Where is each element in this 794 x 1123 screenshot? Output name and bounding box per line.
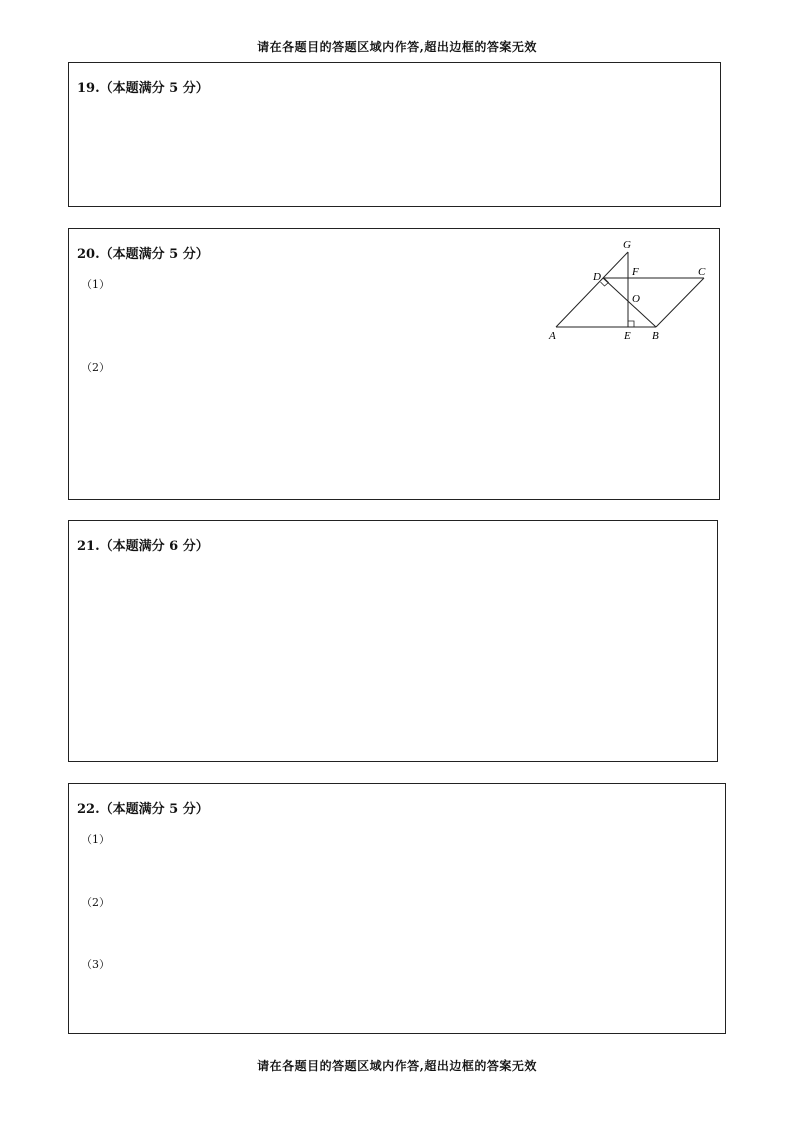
label-E: E <box>624 330 631 342</box>
label-A: A <box>549 330 556 342</box>
question-title-22: 22.（本题满分 5 分） <box>77 802 209 817</box>
segment-AG <box>556 252 628 327</box>
q20-part-2: （2） <box>81 361 110 374</box>
label-F: F <box>632 266 639 278</box>
q22-part-1: （1） <box>81 833 110 846</box>
answer-box-q21[interactable] <box>68 520 718 762</box>
question-title-19: 19.（本题满分 5 分） <box>77 81 209 96</box>
right-angle-mark-E <box>628 321 634 327</box>
answer-box-q20[interactable] <box>68 228 720 500</box>
q22-part-2: （2） <box>81 896 110 909</box>
question-title-21: 21.（本题满分 6 分） <box>77 539 209 554</box>
label-D: D <box>593 271 601 283</box>
answer-box-q22[interactable] <box>68 783 726 1034</box>
label-C: C <box>698 266 706 278</box>
segment-DB <box>603 278 656 327</box>
bottom-notice: 请在各题目的答题区域内作答,超出边框的答案无效 <box>257 1059 537 1073</box>
label-B: B <box>652 330 659 342</box>
answer-box-q19[interactable] <box>68 62 721 207</box>
q20-part-1: （1） <box>81 278 110 291</box>
top-notice: 请在各题目的答题区域内作答,超出边框的答案无效 <box>257 40 537 54</box>
geometry-figure <box>541 235 716 345</box>
label-O: O <box>632 293 640 305</box>
q22-part-3: （3） <box>81 958 110 971</box>
segment-BC <box>656 278 704 327</box>
question-title-20: 20.（本题满分 5 分） <box>77 247 209 262</box>
label-G: G <box>623 239 631 251</box>
